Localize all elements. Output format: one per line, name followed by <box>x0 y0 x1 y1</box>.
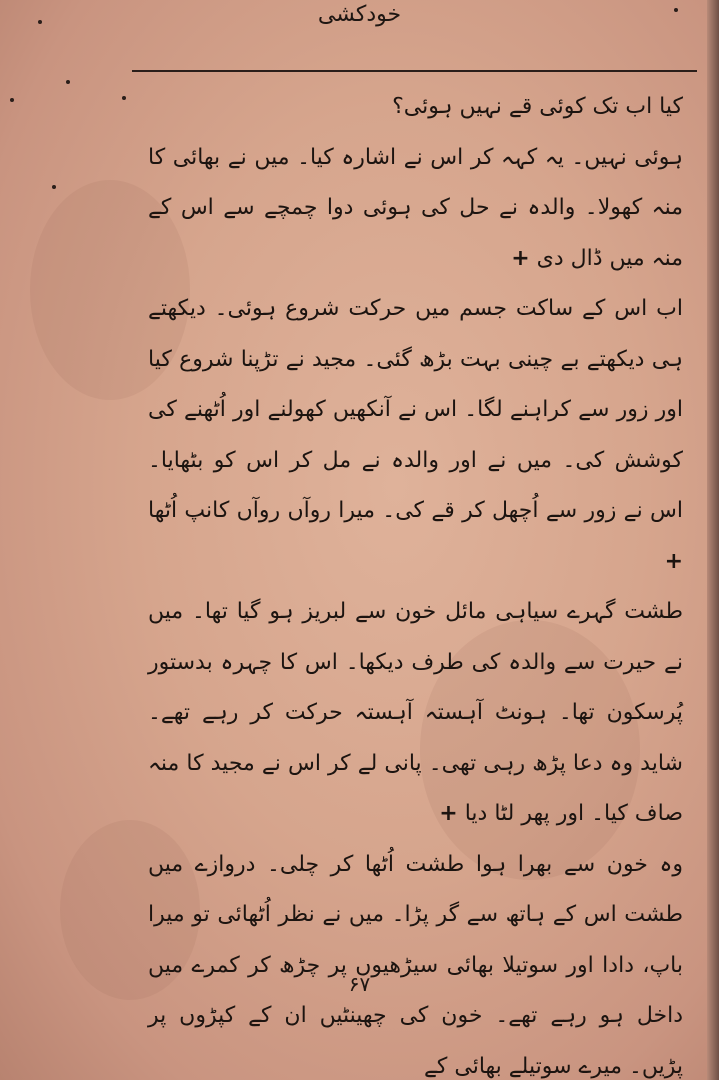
paragraph <box>148 587 683 840</box>
page-binding-edge <box>707 0 719 1080</box>
paragraph-text: ہوئی نہیں۔ یہ کہہ کر اس نے اشارہ کیا۔ میں نے بھائی کا منہ کھولا۔ والدہ نے حل کی ہوئی دوا چمچے سے اس کے منہ میں ڈال دی <box>148 144 683 271</box>
paragraph-text: اب اس کے ساکت جسم میں حرکت شروع ہوئی۔ دیکھتے ہی دیکھتے بے چینی بہت بڑھ گئی۔ مجید نے تڑپنا شروع کیا اور زور سے کراہنے لگا۔ اس نے آنکھیں کھولنے اور اُٹھنے کی کوشش کی۔ میں نے اور والدہ نے مل کر اس کو بٹھایا۔ اس نے زور سے اُچھل کر قے کی۔ میرا روآں روآں کانپ اُٹھا <box>148 296 683 523</box>
ink-speck <box>10 98 14 102</box>
paragraph <box>148 840 683 1080</box>
paragraph-end-mark: + <box>664 548 683 574</box>
ink-speck <box>52 185 56 189</box>
paragraph-end-mark: + <box>511 245 530 271</box>
page-body <box>148 82 683 1080</box>
page-number: ۶۷ <box>348 972 371 996</box>
paragraph-text: کیا اب تک کوئی قے نہیں ہوئی؟ <box>392 94 683 119</box>
ink-speck <box>122 96 126 100</box>
paragraph-text: وہ خون سے بھرا ہوا طشت اُٹھا کر چلی۔ دروازے میں طشت اس کے ہاتھ سے گر پڑا۔ میں نے نظر اُٹھائی تو میرا باپ، دادا اور سوتیلا بھائی سیڑھیوں پر چڑھ کر کمرے میں داخل ہو رہے تھے۔ خون کی چھینٹیں ان کے کپڑوں پر پڑیں۔ میرے سوتیلے بھائی کے <box>148 851 683 1079</box>
paragraph <box>148 82 683 133</box>
paragraph-end-mark: + <box>439 801 458 826</box>
paragraph <box>148 133 683 285</box>
ink-speck <box>66 80 70 84</box>
header-rule <box>132 70 697 72</box>
paragraph <box>148 284 683 587</box>
paragraph-text: طشت گہرے سیاہی مائل خون سے لبریز ہو گیا تھا۔ میں نے حیرت سے والدہ کی طرف دیکھا۔ اس کا چہرہ بدستور پُرسکون تھا۔ ہونٹ آہستہ آہستہ حرکت کر رہے تھے۔ شاید وہ دعا پڑھ رہی تھی۔ پانی لے کر اس نے مجید کا منہ صاف کیا۔ اور پھر لٹا دیا <box>148 599 683 826</box>
running-header-title: خودکشی <box>317 2 402 27</box>
